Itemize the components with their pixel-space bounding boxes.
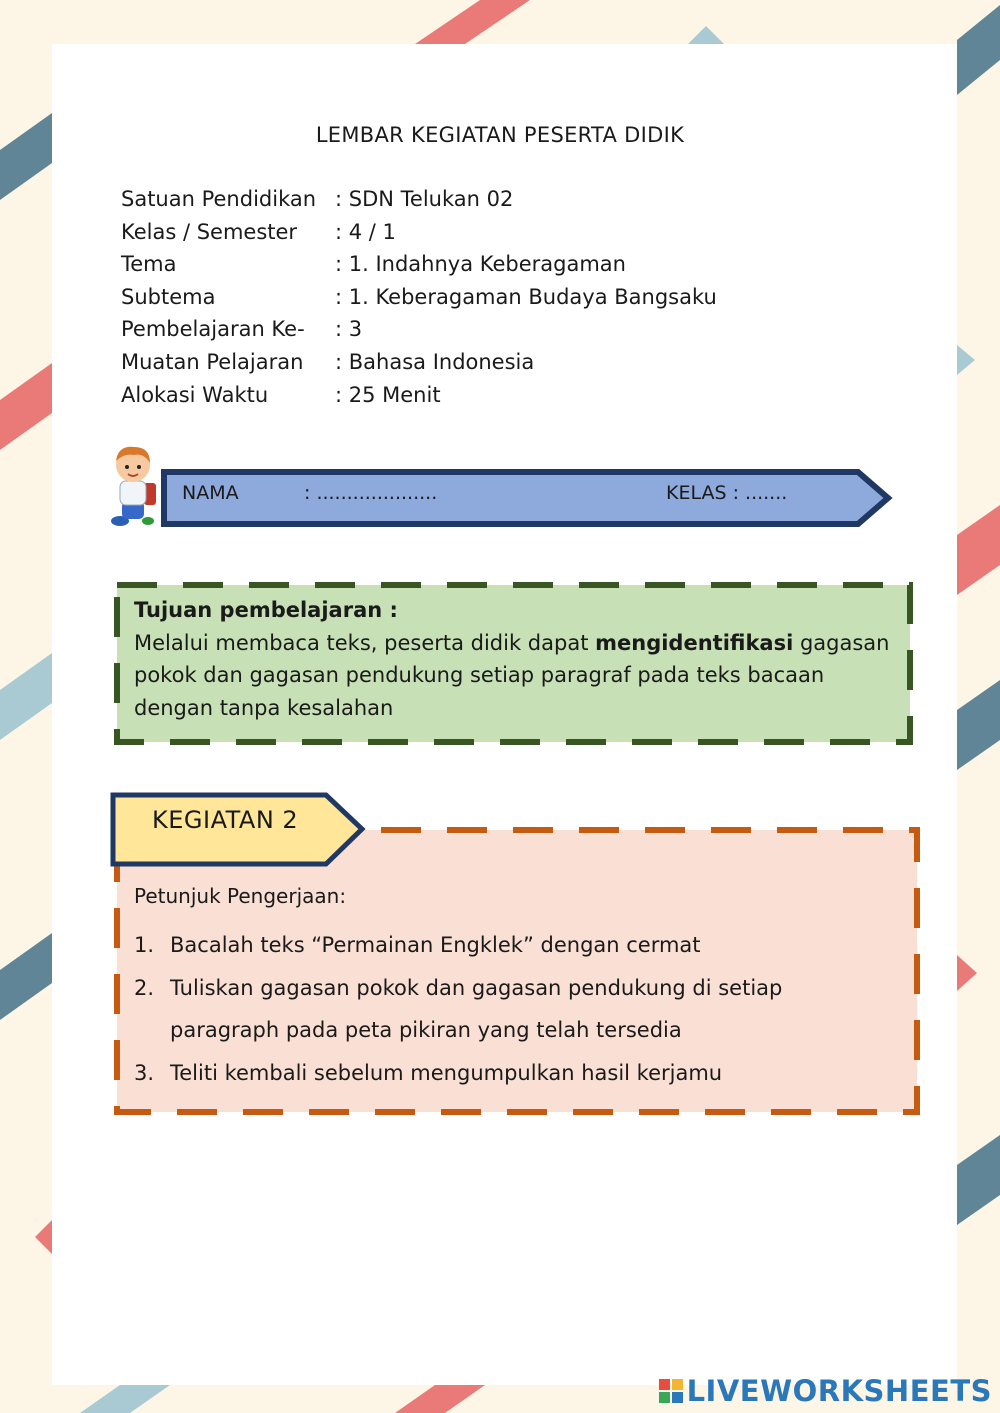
info-label: Muatan Pelajaran <box>121 349 304 374</box>
class-blank[interactable]: KELAS : ....... <box>666 482 788 504</box>
worksheet-title: LEMBAR KEGIATAN PESERTA DIDIK <box>315 123 685 147</box>
info-label: Satuan Pendidikan <box>121 187 317 211</box>
learning-goal-text: Melalui membaca teks, peserta didik dapat mengidentifikasi gagasan pokok dan gagasan pendukung setiap paragraf pada teks bacaan dengan tanpa kesalahan <box>134 630 890 720</box>
learning-goal-heading: Tujuan pembelajaran : <box>134 598 398 622</box>
info-value: : 1. Indahnya Keberagaman <box>335 252 626 277</box>
name-label: NAMA <box>182 482 239 504</box>
info-value: : 3 <box>335 317 363 342</box>
liveworksheets-watermark <box>659 1374 992 1408</box>
list-item: 2. Tuliskan gagasan pokok dan gagasan pendukung di setiap paragraph pada peta pikiran yang telah tersedia <box>134 975 783 1042</box>
info-label: Subtema <box>121 284 216 309</box>
info-value: : Bahasa Indonesia <box>335 349 535 374</box>
instructions-heading: Petunjuk Pengerjaan: <box>134 884 347 908</box>
info-label: Kelas / Semester <box>121 219 298 244</box>
info-label: Tema <box>121 252 177 277</box>
info-value: : 25 Menit <box>335 382 441 407</box>
list-item: 1. Bacalah teks “Permainan Engklek” dengan cermat <box>134 933 701 957</box>
info-value: : SDN Telukan 02 <box>335 187 514 211</box>
info-label: Alokasi Waktu <box>121 382 269 407</box>
info-value: : 4 / 1 <box>335 219 396 244</box>
liveworksheets-logo-icon <box>659 1379 683 1403</box>
info-label: Pembelajaran Ke- <box>121 317 305 342</box>
learning-goal <box>134 594 894 724</box>
info-value: : 1. Keberagaman Budaya Bangsaku <box>335 284 717 309</box>
brand-text: LIVEWORKSHEETS <box>686 1374 992 1408</box>
list-item: 3. Teliti kembali sebelum mengumpulkan hasil kerjamu <box>134 1060 723 1085</box>
instructions-list <box>134 924 894 1094</box>
name-blank[interactable]: : .................... <box>304 482 438 504</box>
activity-title: KEGIATAN 2 <box>152 806 299 834</box>
